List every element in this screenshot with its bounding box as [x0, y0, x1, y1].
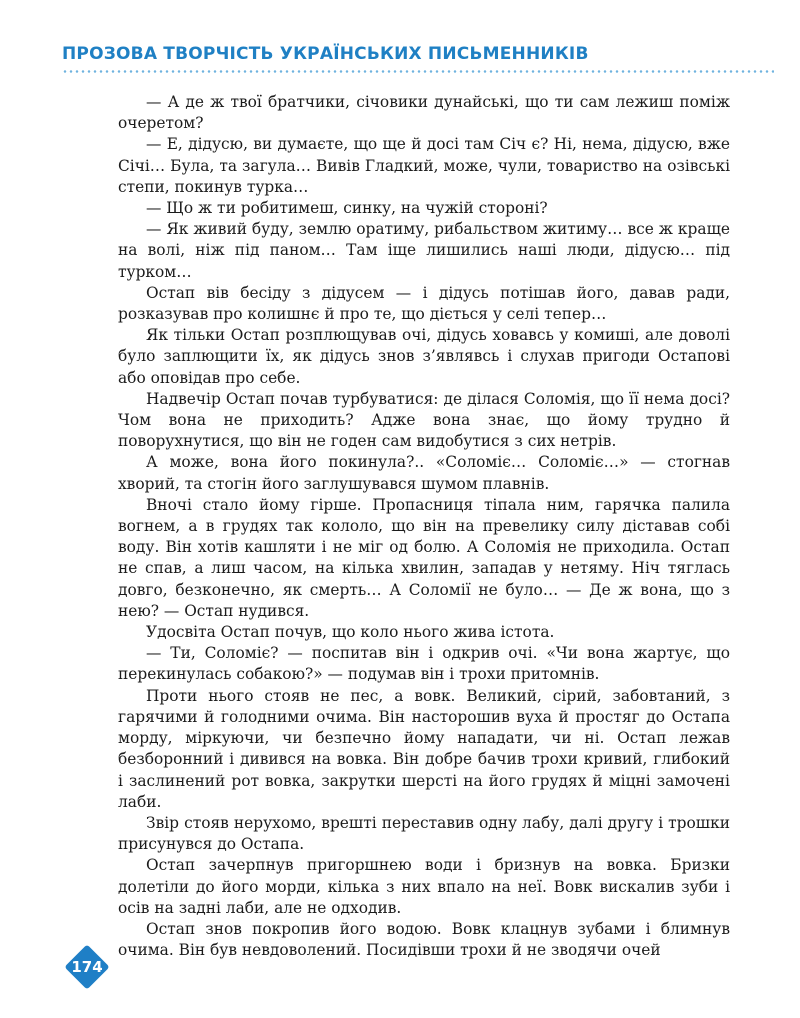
paragraph: — Як живий буду, землю оратиму, рибальством житиму… все ж краще на волі, ніж під паном… Там іще лишились наші люди, дідусю… під турком…: [118, 220, 730, 281]
paragraph: — Е, дідусю, ви думаєте, що ще й досі там Січ є? Ні, нема, дідусю, вже Січі… Була, та загула… Вивів Гладкий, може, чули, товариство на озівські степи, покинув турка…: [118, 135, 730, 196]
paragraph: Вночі стало йому гірше. Пропасниця тіпала ним, гарячка палила вогнем, а в грудях так кололо, що він на превелику силу діставав собі воду. Він хотів кашляти і не міг од болю. А Соломія не приходила. Остап не спав, а лиш часом, на кілька хвилин, западав у нетяму. Ніч тяглась довго, безконечно, як смерть… А Соломії не було… — Де ж вона, що з нею? — Остап нудився.: [118, 495, 730, 620]
page-number-badge: [64, 944, 110, 990]
paragraph: Проти нього стояв не пес, а вовк. Великий, сірий, забовтаний, з гарячими й голодними очима. Він насторошив вуха й простяг до Остапа морду, міркуючи, чи безпечно йому нападати, чи ні. Остап лежав безборонний і дивився на вовка. Він добре бачив трохи кривий, глибокий і заслинений рот вовка, закрутки шерсті на його грудях й міцні замочені лаби.: [118, 686, 730, 811]
paragraph: Остап зачерпнув пригоршнею води і бризнув на вовка. Бризки долетіли до його морди, кілька з них впало на неї. Вовк вискалив зуби і осів на задні лаби, але не одходив.: [118, 856, 730, 917]
paragraph: — Що ж ти робитимеш, синку, на чужій стороні?: [146, 199, 548, 218]
body-text: [118, 92, 730, 961]
page-number: 174: [71, 958, 103, 976]
paragraph: — Ти, Соломіє? — поспитав він і одкрив очі. «Чи вона жартує, що перекинулась собакою?» — подумав він і трохи притомнів.: [118, 644, 730, 684]
paragraph: Остап знов покропив його водою. Вовк клацнув зубами і блимнув очима. Він був невдоволений. Посидівши трохи й не зводячи очей: [118, 919, 730, 960]
paragraph: А може, вона його покинула?.. «Соломіє… Соломіє…» — стогнав хворий, та стогін його заглушувався шумом плавнів.: [118, 453, 730, 493]
dotted-divider: [62, 70, 774, 73]
paragraph: Як тільки Остап розплющував очі, дідусь ховавсь у комиші, але доволі було заплющити їх, як дідусь знов з’являвсь і слухав пригоди Остапові або оповідав про себе.: [118, 326, 730, 387]
page-header: [62, 44, 782, 73]
paragraph: Звір стояв нерухомо, врешті переставив одну лабу, далі другу і трошки присунувся до Остапа.: [118, 813, 730, 854]
paragraph: Остап вів бесіду з дідусем — і дідусь потішав його, давав ради, розказував про колишнє й про те, що діється у селі тепер…: [118, 283, 730, 324]
paragraph: — А де ж твої братчики, січовики дунайські, що ти сам лежиш поміж очеретом?: [118, 93, 730, 133]
paragraph: Удосвіта Остап почув, що коло нього жива істота.: [146, 623, 555, 642]
paragraph: Надвечір Остап почав турбуватися: де ділася Соломія, що її нема досі? Чом вона не приходить? Адже вона знає, що йому трудно й поворухнутися, що він не годен сам видобутися з сих нетрів.: [118, 389, 730, 451]
section-title: ПРОЗОВА ТВОРЧІСТЬ УКРАЇНСЬКИХ ПИСЬМЕННИКІВ: [62, 44, 589, 64]
